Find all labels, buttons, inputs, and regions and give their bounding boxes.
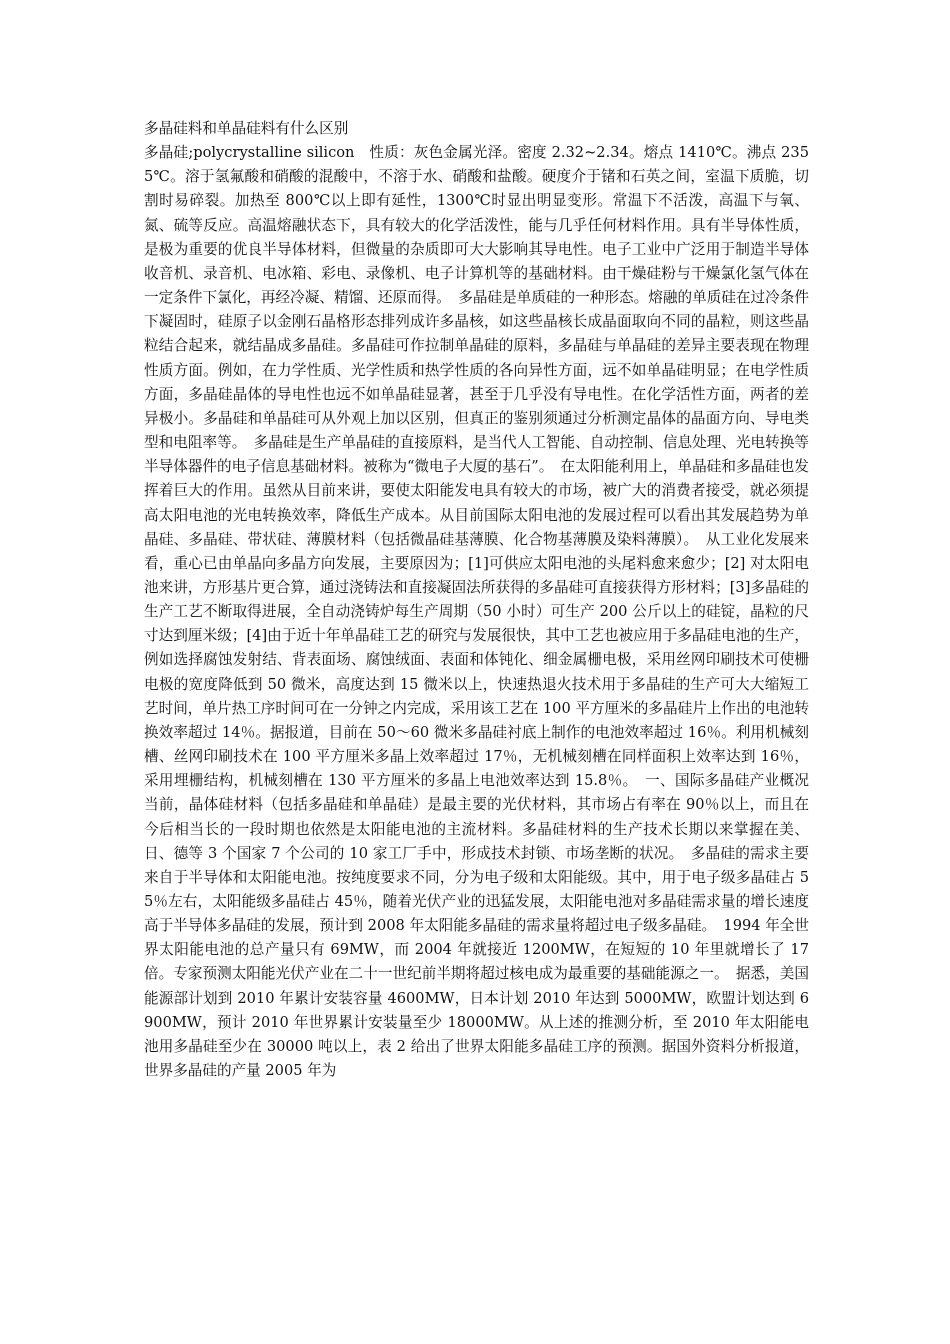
document-content [144, 117, 824, 1083]
document-title: 多晶硅料和单晶硅料有什么区别 [144, 120, 349, 137]
document-body: 多晶硅;polycrystalline silicon 性质：灰色金属光泽。密度 2.32~2.34。熔点 1410℃。沸点 2355℃。溶于氢氟酸和硝酸的混酸中，不溶于水、硝酸和盐酸。硬度介于锗和石英之间，室温下质脆，切割时易碎裂。加热至 800℃以上即有延性，1300℃时显出明显变形。常温下不活泼，高温下与氧、氮、硫等反应。高温熔融状态下，具有较大的化学活泼性，能与几乎任何材料作用。具有半导体性质，是极为重要的优良半导体材料，但微量的杂质即可大大影响其导电性。电子工业中广泛用于制造半导体收音机、录音机、电冰箱、彩电、录像机、电子计算机等的基础材料。由干燥硅粉与干燥氯化氢气体在一定条件下氯化，再经冷凝、精馏、还原而得。 多晶硅是单质硅的一种形态。熔融的单质硅在过冷条件下凝固时，硅原子以金刚石晶格形态排列成许多晶核，如这些晶核长成晶面取向不同的晶粒，则这些晶粒结合起来，就结晶成多晶硅。多晶硅可作拉制单晶硅的原料，多晶硅与单晶硅的差异主要表现在物理性质方面。例如，在力学性质、光学性质和热学性质的各向异性方面，远不如单晶硅明显；在电学性质方面，多晶硅晶体的导电性也远不如单晶硅显著，甚至于几乎没有导电性。在化学活性方面，两者的差异极小。多晶硅和单晶硅可从外观上加以区别，但真正的鉴别须通过分析测定晶体的晶面方向、导电类型和电阻率等。 多晶硅是生产单晶硅的直接原料，是当代人工智能、自动控制、信息处理、光电转换等半导体器件的电子信息基础材料。被称为“微电子大厦的基石”。 在太阳能利用上，单晶硅和多晶硅也发挥着巨大的作用。虽然从目前来讲，要使太阳能发电具有较大的市场，被广大的消费者接受，就必须提高太阳电池的光电转换效率，降低生产成本。从目前国际太阳电池的发展过程可以看出其发展趋势为单晶硅、多晶硅、带状硅、薄膜材料（包括微晶硅基薄膜、化合物基薄膜及染料薄膜）。 从工业化发展来看，重心已由单晶向多晶方向发展，主要原因为；[1]可供应太阳电池的头尾料愈来愈少；[2] 对太阳电池来讲，方形基片更合算，通过浇铸法和直接凝固法所获得的多晶硅可直接获得方形材料；[3]多晶硅的生产工艺不断取得进展，全自动浇铸炉每生产周期（50 小时）可生产 200 公斤以上的硅锭，晶粒的尺寸达到厘米级；[4]由于近十年单晶硅工艺的研究与发展很快，其中工艺也被应用于多晶硅电池的生产，例如选择腐蚀发射结、背表面场、腐蚀绒面、表面和体钝化、细金属栅电极，采用丝网印刷技术可使栅电极的宽度降低到 50 微米，高度达到 15 微米以上，快速热退火技术用于多晶硅的生产可大大缩短工艺时间，单片热工序时间可在一分钟之内完成，采用该工艺在 100 平方厘米的多晶硅片上作出的电池转换效率超过 14％。据报道，目前在 50～60 微米多晶硅衬底上制作的电池效率超过 16％。利用机械刻槽、丝网印刷技术在 100 平方厘米多晶上效率超过 17％，无机械刻槽在同样面积上效率达到 16％，采用埋栅结构，机械刻槽在 130 平方厘米的多晶上电池效率达到 15.8％。 一、国际多晶硅产业概况 当前，晶体硅材料（包括多晶硅和单晶硅）是最主要的光伏材料，其市场占有率在 90％以上，而且在今后相当长的一段时期也依然是太阳能电池的主流材料。多晶硅材料的生产技术长期以来掌握在美、日、德等 3 个国家 7 个公司的 10 家工厂手中，形成技术封锁、市场垄断的状况。 多晶硅的需求主要来自于半导体和太阳能电池。按纯度要求不同，分为电子级和太阳能级。其中，用于电子级多晶硅占 55％左右，太阳能级多晶硅占 45％，随着光伏产业的迅猛发展，太阳能电池对多晶硅需求量的增长速度高于半导体多晶硅的发展，预计到 2008 年太阳能多晶硅的需求量将超过电子级多晶硅。 1994 年全世界太阳能电池的总产量只有 69MW，而 2004 年就接近 1200MW，在短短的 10 年里就增长了 17 倍。专家预测太阳能光伏产业在二十一世纪前半期将超过核电成为最重要的基础能源之一。 据悉，美国能源部计划到 2010 年累计安装容量 4600MW，日本计划 2010 年达到 5000MW，欧盟计划达到 6900MW，预计 2010 年世界累计安装量至少 18000MW。从上述的推测分析，至 2010 年太阳能电池用多晶硅至少在 30000 吨以上，表 2 给出了世界太阳能多晶硅工序的预测。据国外资料分析报道，世界多晶硅的产量 2005 年为 [144, 144, 824, 1080]
